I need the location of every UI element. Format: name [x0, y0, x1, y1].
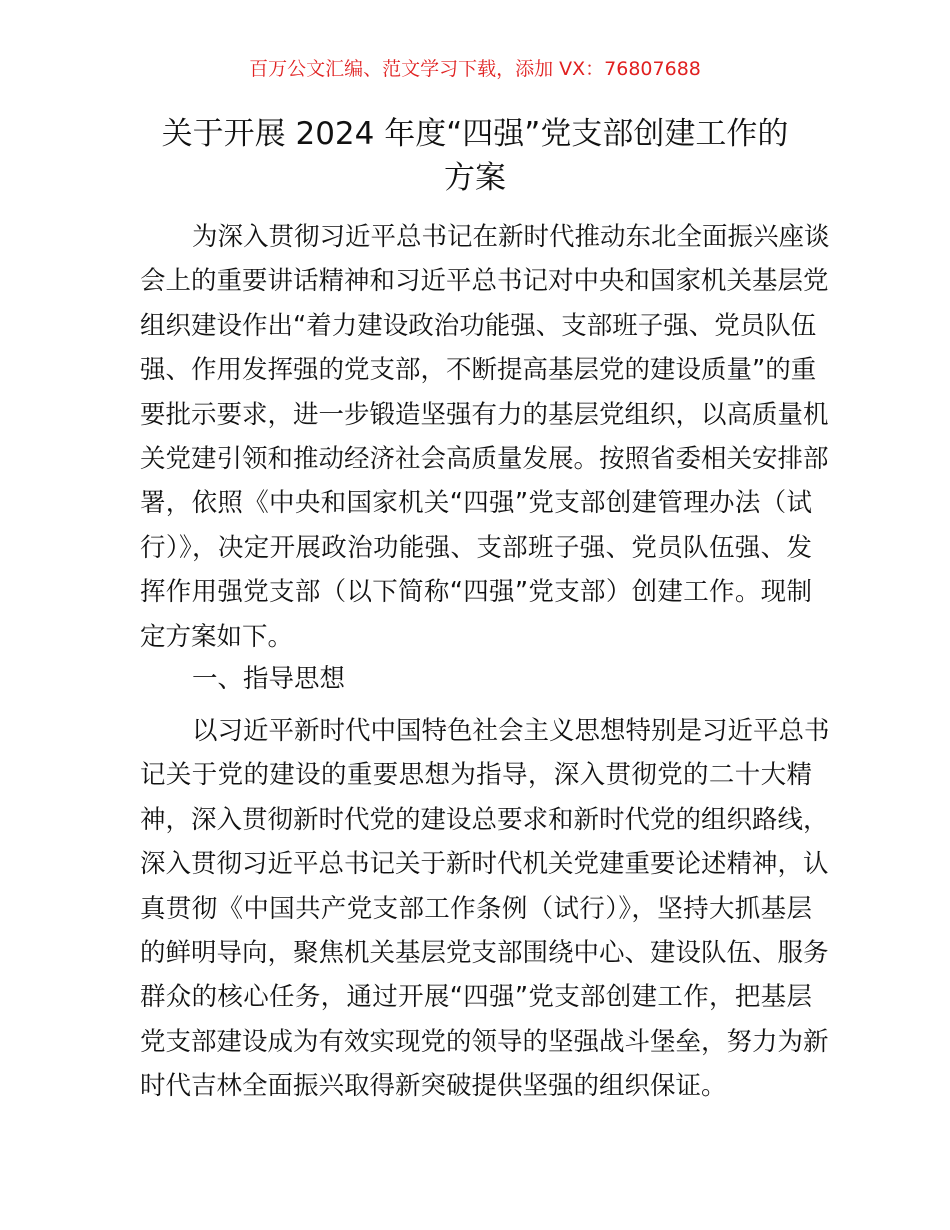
- text-line: 记关于党的建设的重要思想为指导，深入贯彻党的二十大精: [140, 760, 812, 791]
- text-line: 深入贯彻习近平总书记关于新时代机关党建重要论述精神，认: [140, 849, 829, 880]
- text-line: 署，依照《中央和国家机关“四强”党支部创建管理办法（试: [140, 488, 812, 519]
- watermark-header: 百万公文汇编、范文学习下载，添加 VX：76807688: [249, 58, 701, 80]
- text-line: 的鲜明导向，聚焦机关基层党支部围绕中心、建设队伍、服务: [140, 937, 829, 968]
- paragraph-guiding-thought: [140, 709, 830, 1109]
- paragraph-intro: [140, 215, 830, 659]
- text-line: 定方案如下。: [140, 621, 294, 652]
- heading-text: 一、指导思想: [192, 664, 346, 694]
- text-line: 挥作用强党支部（以下简称“四强”党支部）创建工作。现制: [140, 577, 812, 608]
- text-line: 要批示要求，进一步锻造坚强有力的基层党组织，以高质量机: [140, 399, 829, 430]
- text-line: 群众的核心任务，通过开展“四强”党支部创建工作，把基层: [140, 982, 812, 1013]
- text-line: 为深入贯彻习近平总书记在新时代推动东北全面振兴座谈: [192, 222, 830, 252]
- title-line-2: 方案: [444, 160, 506, 196]
- document-title: [130, 112, 820, 200]
- title-line-1: 关于开展 2024 年度“四强”党支部创建工作的: [161, 116, 789, 152]
- text-line: 真贯彻《中国共产党支部工作条例（试行）》，坚持大抓基层: [140, 893, 812, 924]
- text-line: 以习近平新时代中国特色社会主义思想特别是习近平总书: [192, 716, 830, 746]
- section-heading: [140, 657, 812, 701]
- text-line: 党支部建设成为有效实现党的领导的坚强战斗堡垒，努力为新: [140, 1026, 829, 1057]
- text-line: 时代吉林全面振兴取得新突破提供坚强的组织保证。: [140, 1071, 727, 1102]
- text-line: 强、作用发挥强的党支部，不断提高基层党的建设质量”的重: [140, 355, 817, 386]
- text-line: 会上的重要讲话精神和习近平总书记对中央和国家机关基层党: [140, 266, 829, 297]
- text-line: 神，深入贯彻新时代党的建设总要求和新时代党的组织路线，: [140, 804, 829, 835]
- text-line: 组织建设作出“着力建设政治功能强、支部班子强、党员队伍: [140, 310, 817, 341]
- text-line: 关党建引领和推动经济社会高质量发展。按照省委相关安排部: [140, 443, 829, 474]
- text-line: 行）》，决定开展政治功能强、支部班子强、党员队伍强、发: [140, 532, 812, 563]
